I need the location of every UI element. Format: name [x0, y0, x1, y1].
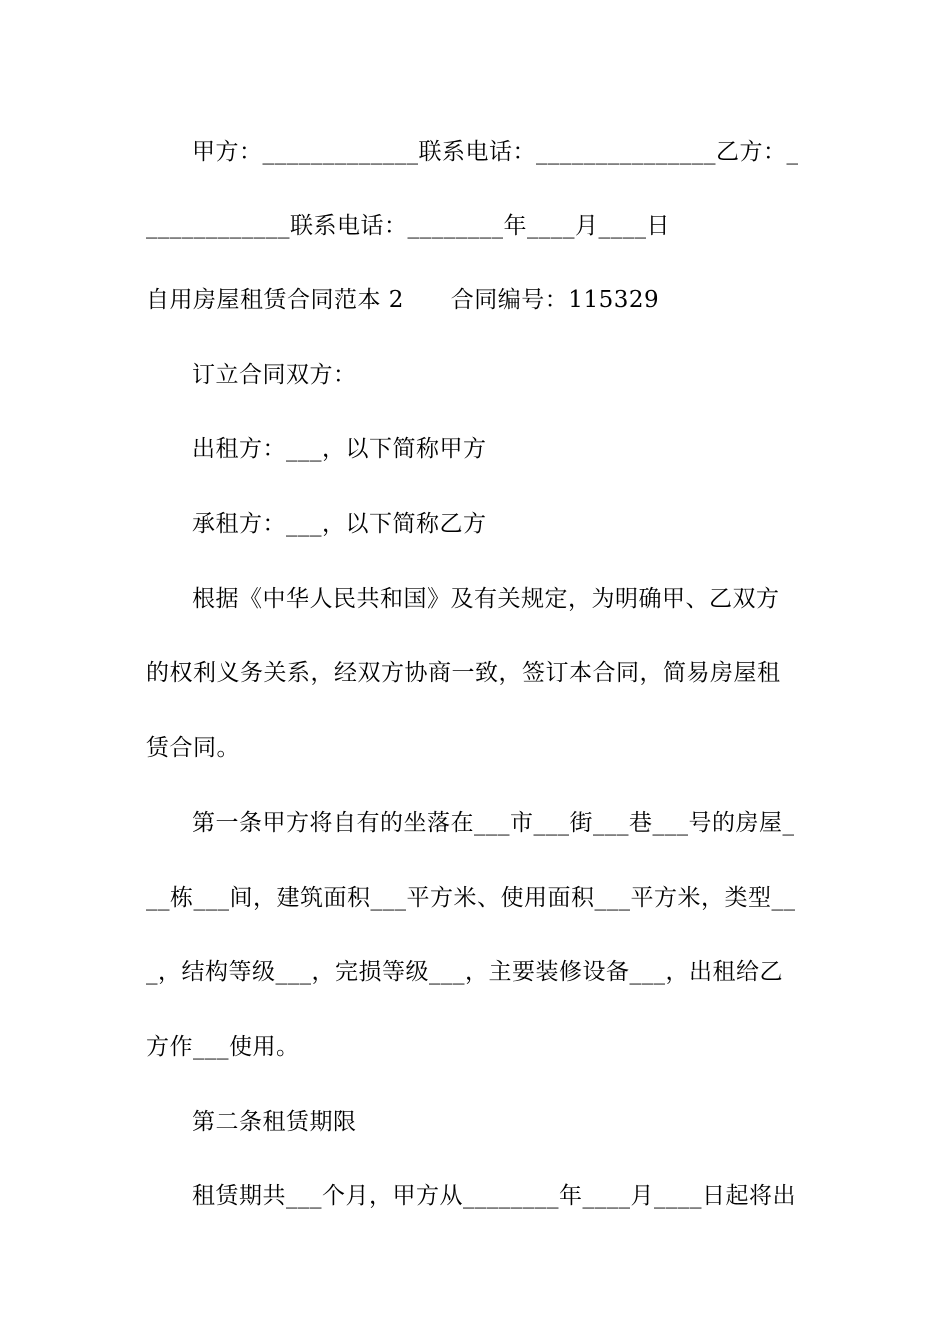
party-b-contact-date-line: ____________联系电话：________年____月____日 [146, 213, 670, 239]
party-a-contact-line: 甲方：_____________联系电话：_______________乙方：_ [192, 139, 799, 165]
lessee-line: 承租方：___，以下简称乙方 [192, 511, 487, 537]
article-1-line-4: 方作___使用。 [146, 1034, 300, 1060]
contract-parties-heading: 订立合同双方： [192, 362, 357, 388]
article-1-line-2: __栋___间，建筑面积___平方米、使用面积___平方米，类型__ [146, 885, 796, 911]
article-1-line-3: _，结构等级___，完损等级___，主要装修设备___，出租给乙 [146, 959, 783, 985]
article-2-heading: 第二条租赁期限 [192, 1109, 357, 1135]
preamble-line-1: 根据《中华人民共和国》及有关规定，为明确甲、乙双方 [192, 586, 780, 612]
preamble-line-2: 的权利义务关系，经双方协商一致，签订本合同，简易房屋租 [146, 660, 781, 686]
preamble-line-3: 赁合同。 [146, 735, 240, 761]
lessor-line: 出租方：___，以下简称甲方 [192, 436, 487, 462]
contract-title-number: 自用房屋租赁合同范本 2 合同编号：115329 [146, 287, 660, 313]
article-1-line-1: 第一条甲方将自有的坐落在___市___街___巷___号的房屋_ [192, 810, 795, 836]
article-2-line-1: 租赁期共___个月，甲方从________年____月____日起将出 [192, 1183, 796, 1209]
